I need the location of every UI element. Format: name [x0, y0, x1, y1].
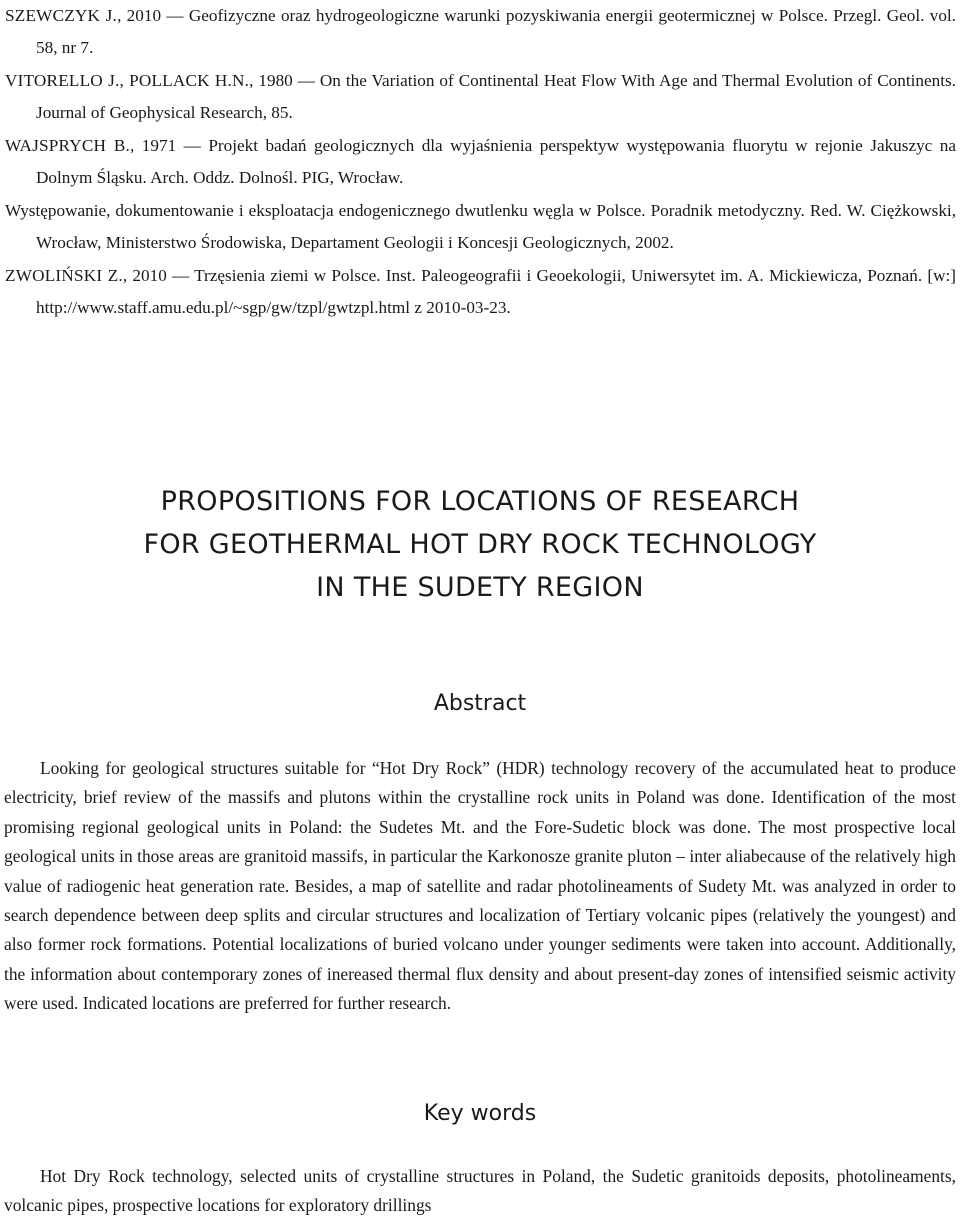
title-line-1: PROPOSITIONS FOR LOCATIONS OF RESEARCH [160, 486, 800, 517]
reference-entry [0, 260, 956, 324]
reference-entry [0, 65, 956, 129]
paper-title [0, 480, 960, 609]
reference-author: SZEWCZYK J. [5, 6, 118, 25]
abstract-heading: Abstract [433, 691, 527, 716]
reference-text: , 1971 — Projekt badań geologicznych dla wyjaśnienia perspektyw występowania fluorytu w rejonie Jakuszyc na Dolnym Śląsku. Arch. Oddz. Dolnośl. PIG, Wrocław. [36, 136, 957, 187]
reference-author: VITORELLO J., POLLACK H.N. [5, 71, 250, 90]
reference-author: WAJSPRYCH B. [5, 136, 130, 155]
title-line-3: IN THE SUDETY REGION [316, 572, 644, 603]
reference-text: , 2010 — Trzęsienia ziemi w Polsce. Inst. Paleogeografii i Geoekologii, Uniwersytet im. A. Mickiewicza, Poznań. [w:] http://www.staff.amu.edu.pl/~sgp/gw/tzpl/gwtzpl.html z 2010-03-23. [36, 266, 956, 317]
reference-entry [0, 0, 956, 64]
title-line-2: FOR GEOTHERMAL HOT DRY ROCK TECHNOLOGY [143, 529, 817, 560]
keywords-heading: Key words [423, 1101, 537, 1126]
references-list [0, 0, 956, 325]
reference-entry [0, 195, 956, 259]
reference-author: ZWOLIŃSKI Z. [5, 266, 123, 285]
reference-text: , 2010 — Geofizyczne oraz hydrogeologiczne warunki pozyskiwania energii geotermicznej w Polsce. Przegl. Geol. vol. 58, nr 7. [36, 6, 956, 57]
reference-text: , 1980 — On the Variation of Continental Heat Flow With Age and Thermal Evolution of Continents. Journal of Geophysical Research, 85. [36, 71, 956, 122]
keywords-text: Hot Dry Rock technology, selected units of crystalline structures in Poland, the Sudetic granitoids deposits, photolineaments, volcanic pipes, prospective locations for exploratory drillings [4, 1166, 956, 1216]
reference-text: Występowanie, dokumentowanie i eksploatacja endogenicznego dwutlenku węgla w Polsce. Poradnik metodyczny. Red. W. Ciężkowski, Wrocław, Ministerstwo Środowiska, Departament Geologii i Koncesji Geologicznych, 2002. [5, 201, 956, 252]
reference-entry [0, 130, 956, 194]
abstract-text: Looking for geological structures suitable for “Hot Dry Rock” (HDR) technology recovery of the accumulated heat to produce electricity, brief review of the massifs and plutons within the crystalline rock units in Poland was done. Identification of the most promising regional geological units in Poland: the Sudetes Mt. and the Fore-Sudetic block was done. The most prospective local geological units in those areas are granitoid massifs, in particular the Karkonosze granite pluton – inter aliabecause of the relatively high value of radiogenic heat generation rate. Besides, a map of satellite and radar photolineaments of Sudety Mt. was analyzed in order to search dependence between deep splits and circular structures and localization of Tertiary volcanic pipes (relatively the youngest) and also former rock formations. Potential localizations of buried volcano under younger sediments were taken into account. Additionally, the information about contemporary zones of inereased thermal flux density and about present-day zones of intensified seismic activity were used. Indicated locations are preferred for further research. [4, 758, 956, 1014]
